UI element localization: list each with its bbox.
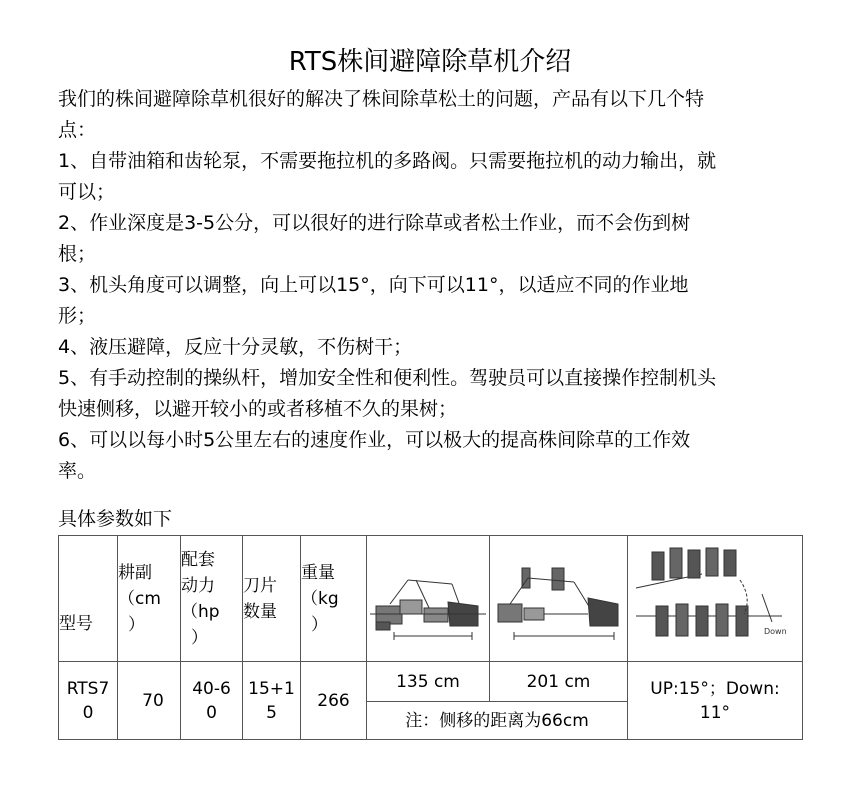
header-blades — [243, 536, 301, 662]
header-line: 耕副 — [118, 562, 152, 583]
header-line: （kg — [301, 588, 339, 609]
cell-weight: 266 — [301, 662, 367, 740]
cell-line: 5 — [266, 702, 277, 723]
cell-line: 15+1 — [248, 678, 295, 699]
header-line: 刀片 — [243, 575, 277, 596]
rotor-angle-image — [632, 544, 798, 654]
table-header-row — [59, 536, 803, 662]
page-title: RTS株间避障除草机介绍 — [288, 47, 572, 77]
cell-line: UP:15°；Down: — [650, 678, 780, 699]
intro-line: 3、机头角度可以调整，向上可以15°，向下可以11°，以适应不同的作业地 — [58, 274, 689, 296]
intro-line: 5、有手动控制的操纵杆，增加安全性和便利性。驾驶员可以直接操作控制机头 — [58, 367, 717, 389]
intro-line: 4、液压避障，反应十分灵敏，不伤树干； — [58, 336, 413, 358]
cell-power — [181, 662, 243, 740]
intro-line: 6、可以以每小时5公里左右的速度作业，可以极大的提高株间除草的工作效 — [58, 429, 691, 451]
cell-line: RTS7 — [66, 678, 110, 699]
intro-line: 率。 — [58, 460, 97, 482]
header-line: ） — [128, 614, 145, 635]
header-line: （cm — [118, 588, 161, 609]
cell-width: 70 — [118, 662, 181, 740]
intro-line: 可以； — [58, 181, 116, 203]
header-line: 动力 — [181, 575, 215, 596]
cell-line: 0 — [82, 702, 94, 723]
rotor-angle-diagram — [628, 536, 803, 662]
params-label: 具体参数如下 — [58, 508, 173, 530]
intro-line: 根； — [58, 243, 97, 265]
header-line: 数量 — [243, 601, 277, 622]
header-width — [118, 536, 181, 662]
machine-diagram-2 — [490, 536, 628, 662]
cell-note: 注：侧移的距离为66cm — [367, 702, 628, 740]
intro-line: 快速侧移，以避开较小的或者移植不久的果树； — [58, 398, 458, 420]
header-model: 型号 — [59, 536, 118, 662]
intro-line: 点： — [58, 119, 97, 141]
cell-blades — [243, 662, 301, 740]
intro-line: 2、作业深度是3-5公分，可以很好的进行除草或者松土作业，而不会伤到树 — [58, 212, 691, 234]
cell-angle — [628, 662, 803, 740]
down-label: Down — [764, 626, 787, 636]
cell-line: 40-6 — [192, 678, 231, 699]
intro-line: 形； — [58, 305, 97, 327]
intro-text — [58, 84, 810, 487]
header-line: ） — [311, 614, 328, 635]
header-line: ） — [191, 627, 208, 648]
cell-model — [59, 662, 118, 740]
machine-top-view-image — [370, 554, 486, 644]
table-row — [59, 662, 803, 702]
machine-diagram-1 — [367, 536, 490, 662]
cell-dim1: 135 cm — [367, 662, 490, 702]
intro-line: 1、自带油箱和齿轮泵，不需要拖拉机的多路阀。只需要拖拉机的动力输出，就 — [58, 150, 717, 172]
header-line: 重量 — [301, 562, 335, 583]
spec-table — [58, 535, 803, 740]
header-line: 配套 — [181, 549, 215, 570]
cell-line: 0 — [206, 702, 217, 723]
cell-dim2: 201 cm — [490, 662, 628, 702]
intro-line: 我们的株间避障除草机很好的解决了株间除草松土的问题，产品有以下几个特 — [58, 88, 705, 110]
header-power — [181, 536, 243, 662]
header-weight — [301, 536, 367, 662]
machine-shifted-view-image — [494, 554, 624, 644]
header-line: （hp — [181, 601, 220, 622]
cell-line: 11° — [699, 702, 731, 723]
